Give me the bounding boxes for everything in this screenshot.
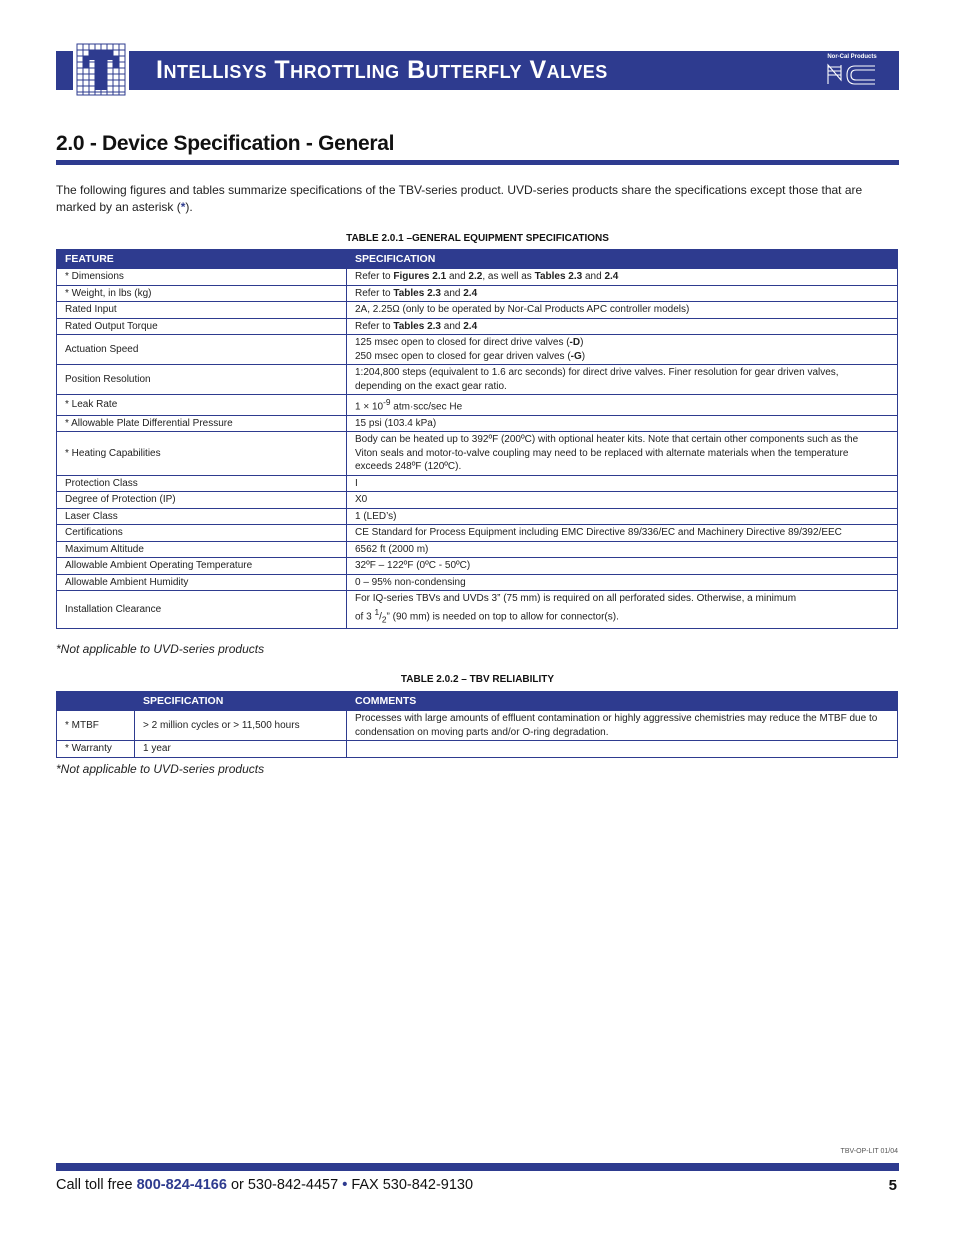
feature-cell: Laser Class [57, 508, 347, 525]
specification-cell: 1 year [135, 741, 347, 758]
specification-cell: $1 \times 10^{-9}$ atm·scc/sec He [347, 395, 898, 416]
asterisk-marker: * [180, 200, 186, 214]
company-logo-icon [73, 41, 129, 98]
feature-cell: Installation Clearance [57, 591, 347, 628]
table-row [57, 335, 898, 365]
specification-cell: X0 [347, 492, 898, 509]
feature-cell: Maximum Altitude [57, 541, 347, 558]
feature-cell: Rated Output Torque [57, 318, 347, 335]
table-row [57, 508, 898, 525]
feature-cell: * Allowable Plate Differential Pressure [57, 415, 347, 432]
table-row [57, 432, 898, 476]
feature-cell: Allowable Ambient Operating Temperature [57, 558, 347, 575]
general-specifications-table [56, 249, 898, 629]
table1-caption: TABLE 2.0.1 –GENERAL EQUIPMENT SPECIFICATIONS [346, 233, 609, 244]
specification-cell: 1 (LED’s) [347, 508, 898, 525]
specification-cell: I [347, 475, 898, 492]
specification-cell: 0 – 95% non-condensing [347, 574, 898, 591]
specification-cell: Body can be heated up to 392ºF (200ºC) with optional heater kits. Note that certain other components such as the Viton seals and motor-to-valve coupling may need to be replaced with alternate materials when the temperature exceeds 248ºF (120ºC). [347, 432, 898, 476]
specification-cell: 125 msec open to closed for direct drive valves (-D) 250 msec open to closed for gear driven valves (-G) [347, 335, 898, 365]
table-row [57, 741, 898, 758]
table-row [57, 415, 898, 432]
feature-cell: Allowable Ambient Humidity [57, 574, 347, 591]
table-row [57, 711, 898, 741]
footer-divider [56, 1163, 899, 1171]
specification-cell: > 2 million cycles or > 11,500 hours [135, 711, 347, 741]
feature-cell: * Weight, in lbs (kg) [57, 285, 347, 302]
feature-cell: * Warranty [57, 741, 135, 758]
column-header-specification: SPECIFICATION [135, 692, 347, 711]
feature-cell: * Leak Rate [57, 395, 347, 416]
fax-text: FAX 530-842-9130 [351, 1177, 474, 1193]
section-divider [56, 160, 899, 165]
table2-caption: TABLE 2.0.2 – TBV RELIABILITY [400, 674, 555, 685]
specification-cell: CE Standard for Process Equipment including EMC Directive 89/336/EC and Machinery Directive 89/392/EEC [347, 525, 898, 542]
alt-phone-text: or 530-842-4457 [230, 1177, 339, 1193]
specification-cell: 1:204,800 steps (equivalent to 1.6 arc seconds) for direct drive valves. Finer resolution for gear driven valves, depending on the exact gear ratio. [347, 365, 898, 395]
feature-cell: Certifications [57, 525, 347, 542]
table-row [57, 302, 898, 319]
table-row [57, 492, 898, 509]
column-header-blank [57, 692, 135, 711]
table-row [57, 591, 898, 628]
table-row [57, 285, 898, 302]
table-row [57, 365, 898, 395]
intro-text-end: ). [185, 200, 193, 214]
table-row [57, 525, 898, 542]
table-header-row [57, 692, 898, 711]
column-header-comments: COMMENTS [347, 692, 898, 711]
specification-cell: 32ºF – 122ºF (0ºC - 50ºC) [347, 558, 898, 575]
table-row [57, 395, 898, 416]
specification-cell: Refer to Tables 2.3 and 2.4 [347, 285, 898, 302]
feature-cell: Actuation Speed [57, 335, 347, 365]
column-header-specification: SPECIFICATION [347, 250, 898, 269]
page-number: 5 [888, 1177, 897, 1194]
table-row [57, 318, 898, 335]
table-row [57, 558, 898, 575]
feature-cell: Position Resolution [57, 365, 347, 395]
feature-cell: Protection Class [57, 475, 347, 492]
specification-cell: 2A, 2.25Ω (only to be operated by Nor-Cal Products APC controller models) [347, 302, 898, 319]
table-row [57, 541, 898, 558]
section-title: 2.0 - Device Specification - General [56, 132, 395, 155]
intro-paragraph [56, 182, 899, 216]
document-code: TBV-OP-LIT 01/04 [840, 1148, 898, 1155]
table-header-row [57, 250, 898, 269]
brand-name-text: Nor-Cal Products [827, 54, 877, 60]
nc-brand-logo [825, 54, 879, 87]
feature-cell: * Heating Capabilities [57, 432, 347, 476]
intro-text: The following figures and tables summarize specifications of the TBV-series product. UVD-series products share the specifications except those that are marked by an asterisk ( [56, 183, 863, 214]
feature-cell: Rated Input [57, 302, 347, 319]
feature-cell: Degree of Protection (IP) [57, 492, 347, 509]
table-row [57, 475, 898, 492]
column-header-feature: FEATURE [57, 250, 347, 269]
toll-free-phone-link[interactable]: 800-824-4166 [136, 1177, 227, 1193]
comments-cell [347, 741, 898, 758]
reliability-table [56, 691, 898, 758]
feature-cell: * MTBF [57, 711, 135, 741]
table2-footnote: *Not applicable to UVD-series products [56, 762, 265, 776]
specification-cell: For IQ-series TBVs and UVDs 3” (75 mm) is required on all perforated sides. Otherwise, a minimum of 3 $^1/_2$” (90 mm) is needed on top to allow for connector(s). [347, 591, 898, 628]
feature-cell: * Dimensions [57, 269, 347, 286]
page-header-title: Intellisys Throttling Butterfly Valves [156, 56, 608, 84]
call-label: Call toll free [56, 1177, 133, 1193]
table-row [57, 269, 898, 286]
bullet-separator: • [342, 1177, 348, 1193]
specification-cell: Refer to Tables 2.3 and 2.4 [347, 318, 898, 335]
footer-contact [56, 1177, 473, 1193]
nc-logo-icon [825, 54, 879, 87]
table1-footnote: *Not applicable to UVD-series products [56, 642, 265, 656]
specification-cell: 15 psi (103.4 kPa) [347, 415, 898, 432]
specification-cell: Refer to Figures 2.1 and 2.2, as well as Tables 2.3 and 2.4 [347, 269, 898, 286]
table-row [57, 574, 898, 591]
specification-cell: 6562 ft (2000 m) [347, 541, 898, 558]
comments-cell: Processes with large amounts of effluent contamination or highly aggressive chemistries may reduce the MTBF due to condensation on moving parts and/or O-ring degradation. [347, 711, 898, 741]
